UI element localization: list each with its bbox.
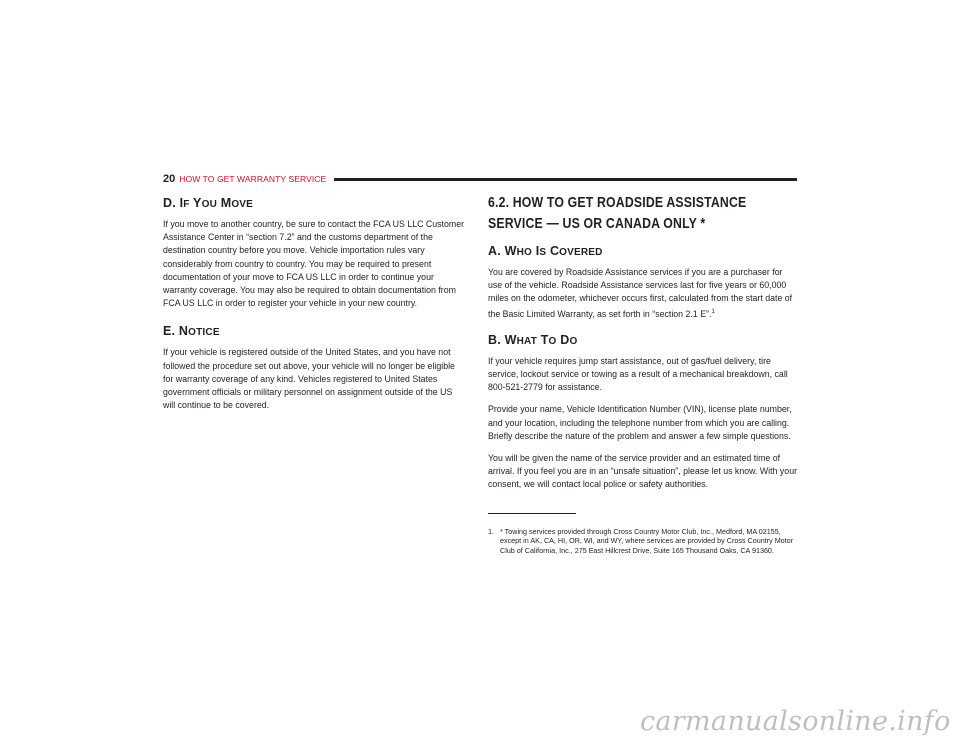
footnote-text: * Towing services provided through Cross Country Motor Club, Inc., Medford, MA 02155, except in AK, CA, HI, OR, WI, and WY, where services are provided by Cross Country Motor Club of California, Inc., 275 East Hillcrest Drive, Suite 165 Thousand Oaks, CA 91360. bbox=[500, 527, 794, 555]
paragraph-what-to-do-1: If your vehicle requires jump start assistance, out of gas/fuel delivery, tire service, lockout service or towing as a result of a mechanical breakdown, call 800-521-2779 for assistance. bbox=[488, 355, 788, 393]
footnote-rule bbox=[488, 513, 576, 514]
paragraph-what-to-do-2: Provide your name, Vehicle Identification Number (VIN), license plate number, and your location, including the telephone number from which you are calling. Briefly describe the nature of the problem and answer a few simple questions. bbox=[488, 404, 792, 441]
paragraph-who-is-covered: You are covered by Roadside Assistance services if you are a purchaser for use of the vehicle. Roadside Assistance services last for five years or 60,000 miles on the odometer, whichever occurs first, calculated from the start date of the Basic Limited Warranty, as set forth in “section 2.1 E”.$^1$ bbox=[488, 267, 793, 319]
heading-if-you-move: D. IF YOU MOVE bbox=[163, 196, 254, 210]
heading-notice: E. NOTICE bbox=[163, 324, 220, 339]
page-number: 20 bbox=[163, 173, 176, 185]
watermark: carmanualsonline.info bbox=[640, 706, 951, 737]
heading-who-is-covered: A. WHO IS COVERED bbox=[488, 244, 603, 258]
paragraph-what-to-do-3: You will be given the name of the service provider and an estimated time of arrival. If you feel you are in an “unsafe situation”, please let us know. With your consent, we will contact local police or safety authorities. bbox=[488, 452, 798, 490]
paragraph-notice: If your vehicle is registered outside of the United States, and you have not followed the procedure set out above, your vehicle will no longer be eligible for warranty coverage of any kind. Vehicles registered to United States government officials or military personnel on assignment outside of the US will continue to be covered. bbox=[163, 347, 455, 411]
heading-what-to-do: B. WHAT TO DO bbox=[488, 332, 578, 347]
footnote-ref[interactable]: 1 bbox=[711, 308, 715, 315]
footnote-number: 1. bbox=[488, 527, 494, 536]
footnote bbox=[488, 527, 800, 555]
page-header bbox=[163, 172, 797, 186]
section-title: 6.2. HOW TO GET ROADSIDE ASSISTANCE SERVICE — US OR CANADA ONLY * bbox=[488, 194, 747, 232]
paragraph-if-you-move: If you move to another country, be sure to contact the FCA US LLC Customer Assistance Center in “section 7.2” and the customs department of the destination country before you move. Vehicle importation rules vary considerably from country to country. You may be required to present documentation of your move to FCA US LLC in order to continue your warranty coverage. You may also be required to obtain documentation from FCA US LLC in order to register your vehicle in your new country. bbox=[163, 219, 465, 309]
header-rule bbox=[334, 178, 797, 181]
section-name: HOW TO GET WARRANTY SERVICE bbox=[179, 174, 327, 184]
left-column bbox=[163, 196, 466, 421]
right-column bbox=[488, 192, 798, 501]
